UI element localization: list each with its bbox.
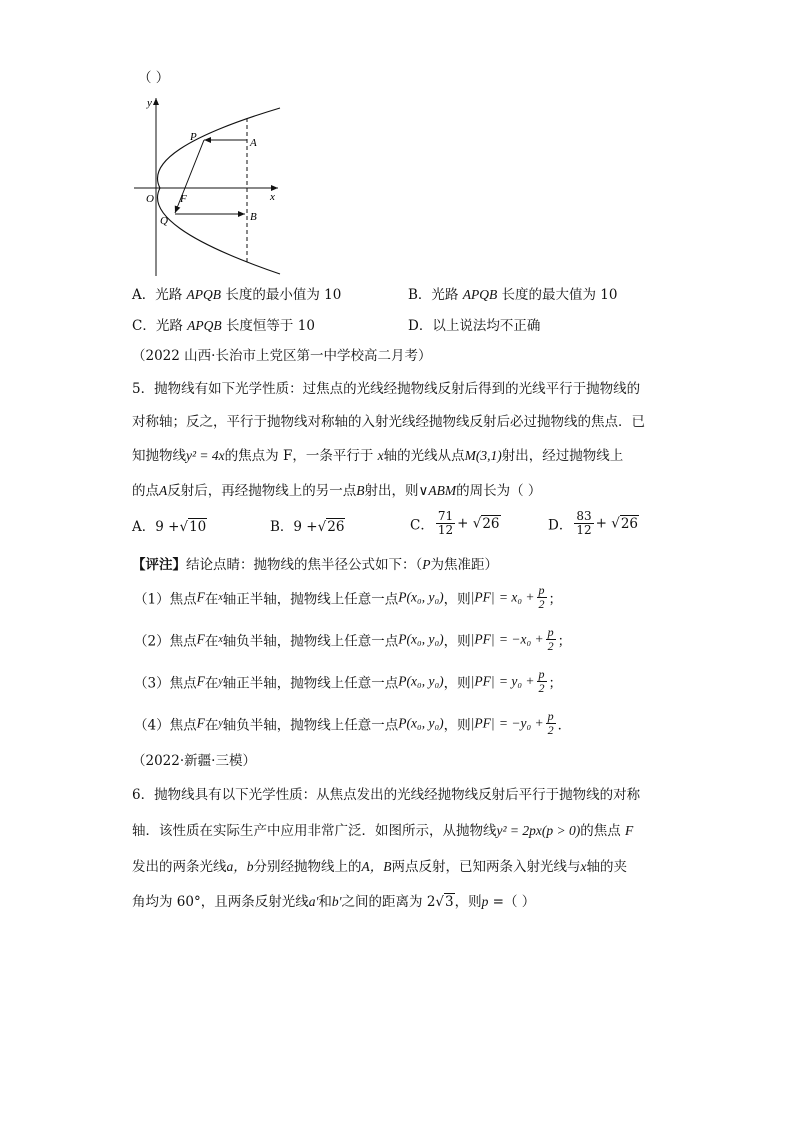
q5-line-4: 的点A反射后，再经抛物线上的另一点B射出，则∨ABM的周长为（ ） bbox=[132, 483, 542, 499]
note-item-1: （1）焦点F在x轴正半轴，抛物线上任意一点P(x₀, y₀)，则|PF| = x₀ + $\frac{p}{2}$ ； bbox=[134, 583, 563, 611]
label-A: A bbox=[250, 137, 257, 149]
q4-option-b[interactable]: B．光路 APQB 长度的最大值为 10 bbox=[408, 287, 618, 303]
q5-option-c[interactable]: C． $\frac{71}{12}$ + √26 bbox=[410, 509, 500, 537]
q5-option-b[interactable]: B．9 +√26 bbox=[270, 519, 345, 535]
parabola-figure bbox=[130, 90, 290, 280]
q6-line-4: 角均为 60°，且两条反射光线a'和b'之间的距离为 2√3，则p =（ ） bbox=[132, 894, 536, 910]
q4-option-c[interactable]: C．光路 APQB 长度恒等于 10 bbox=[132, 318, 315, 334]
q5-option-d[interactable]: D． $\frac{83}{12}$ + √26 bbox=[548, 509, 639, 537]
q4-option-a[interactable]: A．光路 APQB 长度的最小值为 10 bbox=[132, 287, 342, 303]
label-y: y bbox=[147, 97, 152, 109]
q6-source: （2022·新疆·三模） bbox=[132, 753, 256, 769]
note-item-2: （2）焦点F在x轴负半轴，抛物线上任意一点P(x₀, y₀)，则|PF| = −x₀ + $\frac{p}{2}$ ； bbox=[134, 625, 572, 653]
q5-line-1: 5．抛物线有如下光学性质：过焦点的光线经抛物线反射后得到的光线平行于抛物线的 bbox=[132, 381, 641, 397]
q6-line-2: 轴．该性质在实际生产中应用非常广泛．如图所示，从抛物线y² = 2px(p > 0)的焦点 F bbox=[132, 823, 634, 839]
q6-line-1: 6．抛物线具有以下光学性质：从焦点发出的光线经抛物线反射后平行于抛物线的对称 bbox=[132, 787, 641, 803]
label-P: P bbox=[190, 131, 197, 143]
label-O: O bbox=[146, 193, 154, 205]
label-B: B bbox=[250, 211, 257, 223]
q5-source: （2022 山西·长治市上党区第一中学校高二月考） bbox=[132, 348, 432, 364]
label-x: x bbox=[270, 191, 275, 203]
q4-option-d[interactable]: D．以上说法均不正确 bbox=[408, 318, 541, 334]
label-F: F bbox=[180, 193, 187, 205]
q5-line-2: 对称轴；反之，平行于抛物线对称轴的入射光线经抛物线反射后必过抛物线的焦点．已 bbox=[132, 414, 645, 430]
note-item-4: （4）焦点F在y轴负半轴，抛物线上任意一点P(x₀, y₀)，则|PF| = −y₀ + $\frac{p}{2}$ ． bbox=[134, 709, 572, 737]
note-item-3: （3）焦点F在y轴正半轴，抛物线上任意一点P(x₀, y₀)，则|PF| = y₀ + $\frac{p}{2}$ ； bbox=[134, 667, 563, 695]
parabola-curve bbox=[158, 108, 281, 274]
q4-answer-bracket: （ ） bbox=[138, 70, 170, 86]
q5-option-a[interactable]: A．9 +√10 bbox=[132, 519, 207, 535]
q5-line-3: 知抛物线y² = 4x的焦点为 F，一条平行于 x轴的光线从点M(3,1)射出，经过抛物线上 bbox=[132, 448, 624, 464]
label-Q: Q bbox=[160, 215, 168, 227]
note-header: 【评注】结论点睛：抛物线的焦半径公式如下：（P为焦准距） bbox=[132, 557, 498, 573]
q6-line-3: 发出的两条光线a，b分别经抛物线上的A，B两点反射，已知两条入射光线与x轴的夹 bbox=[132, 859, 627, 875]
